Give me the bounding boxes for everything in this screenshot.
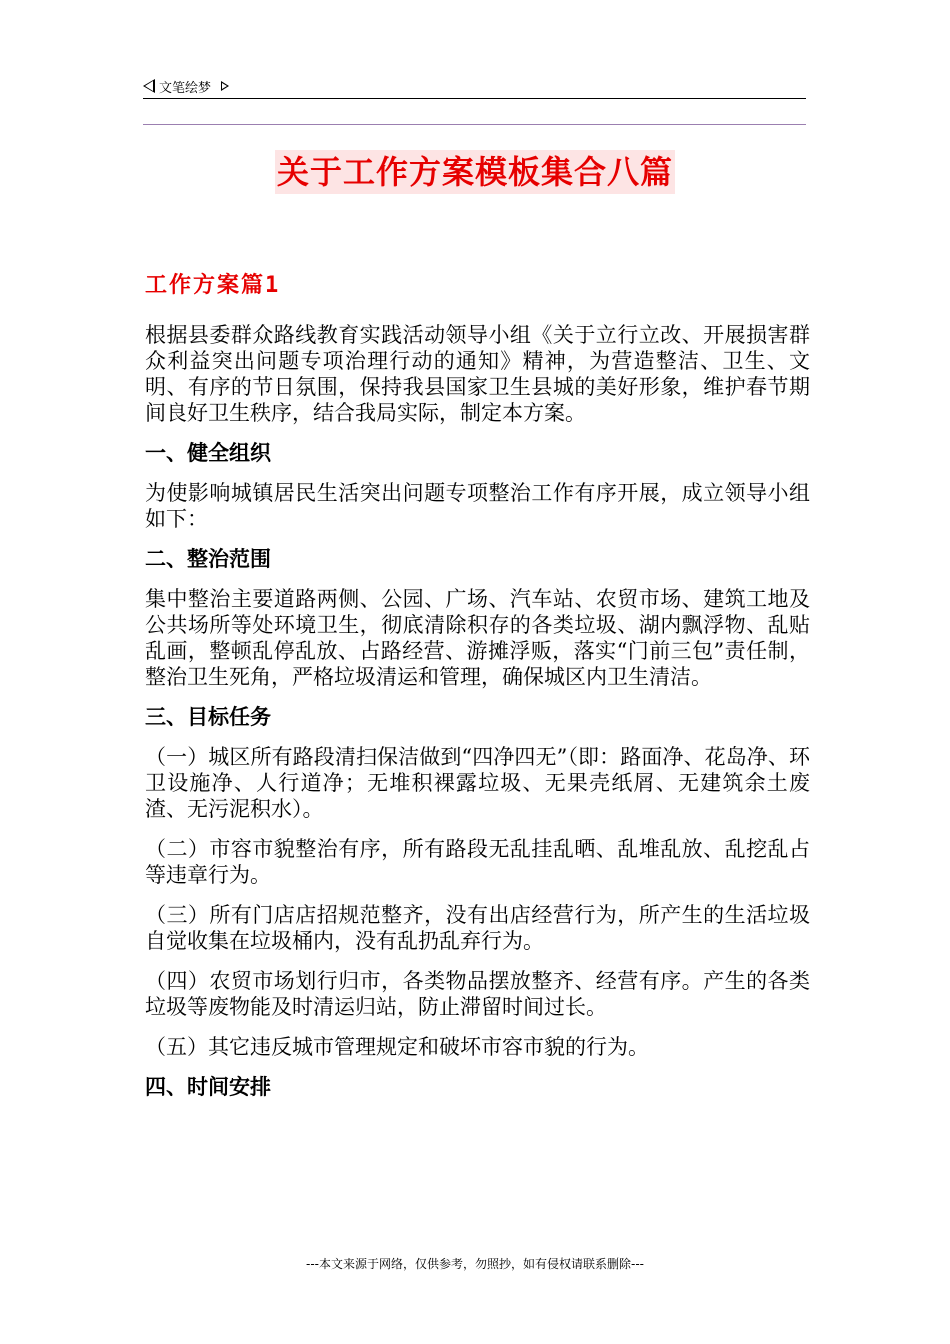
paragraph: （五）其它违反城市管理规定和破坏市容市貌的行为。 xyxy=(145,1035,649,1059)
document-body xyxy=(145,322,810,1114)
header-divider xyxy=(143,124,806,125)
section-heading: 三、目标任务 xyxy=(145,705,271,729)
paragraph: 集中整治主要道路两侧、公园、广场、汽车站、农贸市场、建筑工地及公共场所等处环境卫生，彻底清除积存的各类垃圾、湖内飘浮物、乱贴乱画，整顿乱停乱放、占路经营、游摊浮贩，落实“门前三包”责任制，整治卫生死角，严格垃圾清运和管理，确保城区内卫生清洁。 xyxy=(145,587,810,689)
paragraph: 为使影响城镇居民生活突出问题专项整治工作有序开展，成立领导小组如下： xyxy=(145,481,810,531)
right-triangle-icon xyxy=(221,81,229,91)
section-title: 工作方案篇1 xyxy=(145,273,281,298)
page-footer: ---本文来源于网络，仅供参考，勿照抄，如有侵权请联系删除--- xyxy=(306,1257,644,1271)
paragraph: （四）农贸市场划行归市，各类物品摆放整齐、经营有序。产生的各类垃圾等废物能及时清运归站，防止滞留时间过长。 xyxy=(145,969,810,1019)
section-heading: 一、健全组织 xyxy=(145,441,271,465)
paragraph: （一）城区所有路段清扫保洁做到“四净四无”（即：路面净、花岛净、环卫设施净、人行道净；无堆积裸露垃圾、无果壳纸屑、无建筑余土废渣、无污泥积水）。 xyxy=(145,745,810,821)
section-heading: 二、整治范围 xyxy=(145,547,271,571)
paragraph: （二）市容市貌整治有序，所有路段无乱挂乱晒、乱堆乱放、乱挖乱占等违章行为。 xyxy=(145,837,810,887)
document-title: 关于工作方案模板集合八篇 xyxy=(275,150,675,194)
paragraph: （三）所有门店店招规范整齐，没有出店经营行为，所产生的生活垃圾自觉收集在垃圾桶内，没有乱扔乱弃行为。 xyxy=(145,903,810,953)
header-rule xyxy=(143,98,806,99)
section-heading: 四、时间安排 xyxy=(145,1075,271,1099)
left-triangle-icon xyxy=(143,79,155,93)
document-title-wrap xyxy=(0,150,950,194)
header-brand: 文笔绘梦 xyxy=(159,80,212,96)
page-header xyxy=(143,74,806,98)
paragraph: 根据县委群众路线教育实践活动领导小组《关于立行立改、开展损害群众利益突出问题专项治理行动的通知》精神，为营造整洁、卫生、文明、有序的节日氛围，保持我县国家卫生县城的美好形象，维护春节期间良好卫生秩序，结合我局实际，制定本方案。 xyxy=(145,323,810,425)
